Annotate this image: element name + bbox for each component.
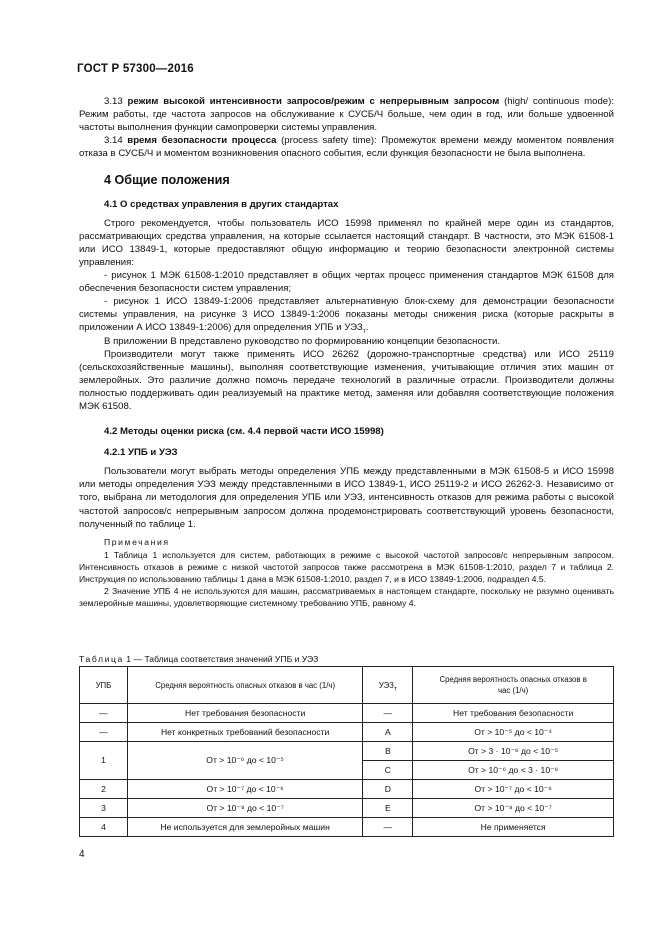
header-pfh-sil: Средняя вероятность опасных отказов в час (1/ч) (127, 667, 362, 704)
section-4-1-title: 4.1 О средствах управления в других стандартах (104, 198, 339, 210)
table-row (80, 723, 614, 742)
note-2: 2 Значение УПБ 4 не используются для машин, рассматриваемых в настоящем стандарте, поскольку не разумно оценивать землеройные машины, удовлетворяющие системному требованию УПБ, равному 4. (79, 585, 614, 608)
term-english: (process safety time) (276, 135, 375, 147)
term-3-13 (79, 95, 614, 134)
list-item-end: . (365, 322, 369, 334)
section-4-title: 4 Общие положения (104, 173, 230, 188)
cell-pfh-sil: От > 10⁻⁸ до < 10⁻⁷ (127, 799, 362, 818)
cell-pfh-pl: От > 10⁻⁷ до < 10⁻⁶ (413, 780, 614, 799)
cell-pfh-pl: От > 10⁻⁵ до < 10⁻⁴ (413, 723, 614, 742)
header-pfh-pl: Средняя вероятность опасных отказов в час (1/ч) (413, 667, 614, 704)
header-pl-label: УЭЗ (378, 680, 394, 690)
term-definition: : Промежуток времени между моментом появления отказа в СУСБ/Ч и моментом возникновения опасного события, если функция безопасности не была выполнена. (79, 135, 614, 160)
subscript: т (393, 685, 397, 693)
list-item-text: - рисунок 1 ИСО 13849-1:2006 представляет альтернативную блок-схему для демонстрации безопасности системы управления, на рисунке 3 ИСО 13849-1:2006 показаны методы снижения риска (которые раскрыты в приложении А ИСО 13849-1:2006) для определения УПБ и УЭЗ (79, 296, 614, 334)
term-number: 3.13 (104, 96, 123, 107)
page-content (79, 95, 614, 609)
term-title: время безопасности процесса (127, 135, 277, 147)
section-4-2-1-title: 4.2.1 УПБ и УЭЗ (104, 447, 178, 459)
table-row (80, 818, 614, 837)
table-row (80, 704, 614, 723)
cell-pfh-pl: От > 10⁻⁶ до < 3 · 10⁻⁶ (413, 761, 614, 780)
cell-sil: 1 (80, 742, 128, 780)
term-number: 3.14 (104, 135, 123, 147)
paragraph: В приложении В представлено руководство по формированию концепции безопасности. (104, 335, 501, 347)
section-4-2-title: 4.2 Методы оценки риска (см. 4.4 первой части ИСО 15998) (104, 426, 384, 438)
cell-sil: 4 (80, 818, 128, 837)
cell-pfh-pl: От > 10⁻⁸ до < 10⁻⁷ (413, 799, 614, 818)
paragraph: Пользователи могут выбрать методы определения УПБ между представленными в МЭК 61508-5 и ИСО 15998 или методы определения УЭЗ между представленными в ИСО 13849-1, ИСО 25119-2 и ИСО 26262-3. Независимо от того, выбрана ли методология для определения УПБ или УЭЗ, интенсивность отказов для режима работы с высокой частотой запросов/с непрерывным запросом должна продемонстрировать соответствующий уровень безопасности, полученный по таблице 1. (79, 466, 614, 530)
table-caption-prefix: Таблица (79, 654, 124, 664)
cell-sil: 2 (80, 780, 128, 799)
header-pl (363, 667, 413, 704)
cell-pl: C (363, 761, 413, 780)
subscript: т (362, 328, 366, 336)
term-title: режим высокой интенсивности запросов/режим с непрерывным запросом (127, 96, 500, 107)
term-3-14 (79, 134, 614, 160)
list-item (79, 295, 614, 334)
cell-sil: — (80, 723, 128, 742)
table-row (80, 799, 614, 818)
table-header-row (80, 667, 614, 704)
paragraph: Строго рекомендуется, чтобы пользователь ИСО 15998 применял по крайней мере один из стандартов, рассматривающих средства управления, на которые ссылается настоящий стандарт. В частности, это МЭК 61508-1 или ИСО 13849-1, которые предоставляют общую информацию и теорию безопасности электронной системы управления: (79, 217, 614, 268)
table-row (80, 742, 614, 761)
sil-pl-table (79, 666, 614, 837)
cell-pfh-sil: От > 10⁻⁷ до < 10⁻⁶ (127, 780, 362, 799)
cell-pl: — (363, 818, 413, 837)
cell-sil: 3 (80, 799, 128, 818)
cell-pl: B (363, 742, 413, 761)
table-caption-text: 1 — Таблица соответствия значений УПБ и УЭЗ (123, 654, 319, 664)
cell-pfh-pl: От > 3 · 10⁻⁶ до < 10⁻⁵ (413, 742, 614, 761)
note-1: 1 Таблица 1 используется для систем, работающих в режиме с высокой частотой запросов/с непрерывным запросом. Интенсивность отказов в режиме с низкой частотой запросов также рассмотрена в МЭК 61508-1:2010, раздел 7 и таблица 2. Инструкция по использованию таблицы 1 дана в МЭК 61508-1:2010, раздел 7, и в ИСО 13849-1:2006, подраздел 4.5. (79, 549, 614, 584)
cell-pl: A (363, 723, 413, 742)
cell-pfh-sil: Не используется для землеройных машин (127, 818, 362, 837)
cell-pfh-sil: Нет конкретных требований безопасности (127, 723, 362, 742)
table-caption (79, 654, 318, 664)
table-row (80, 780, 614, 799)
cell-pfh-sil: Нет требования безопасности (127, 704, 362, 723)
notes-heading: Примечания (104, 536, 170, 547)
document-header: ГОСТ Р 57300—2016 (77, 63, 194, 75)
header-sil: УПБ (80, 667, 128, 704)
cell-pl: — (363, 704, 413, 723)
cell-pfh-pl: Не применяется (413, 818, 614, 837)
term-definition: : Режим работы, где частота запросов на обслуживание к СУСБ/Ч больше, чем один в год, или больше удвоенной частоты выполнения функции самопроверки системы управления. (79, 96, 614, 134)
cell-pl: D (363, 780, 413, 799)
cell-pfh-pl: Нет требования безопасности (413, 704, 614, 723)
page-number: 4 (79, 849, 85, 860)
cell-sil: — (80, 704, 128, 723)
list-item: - рисунок 1 МЭК 61508-1:2010 представляет в общих чертах процесс применения стандартов МЭК 61508 для обеспечения безопасности систем управления; (79, 270, 614, 295)
cell-pl: E (363, 799, 413, 818)
term-english: (high/ continuous mode) (499, 96, 612, 107)
cell-pfh-sil: От > 10⁻⁶ до < 10⁻⁵ (127, 742, 362, 780)
paragraph: Производители могут также применять ИСО 26262 (дорожно-транспортные средства) или ИСО 25119 (сельскохозяйственные машины), выполняя соответствующие изменения, учитывающие отличия этих машин от землеройных. Это различие должно помочь передаче технологий в различные отрасли. Производители должны полностью поддерживать один реализуемый на практике метод, заменяя или добавляя соответствующие положения МЭК 61508. (79, 348, 614, 412)
